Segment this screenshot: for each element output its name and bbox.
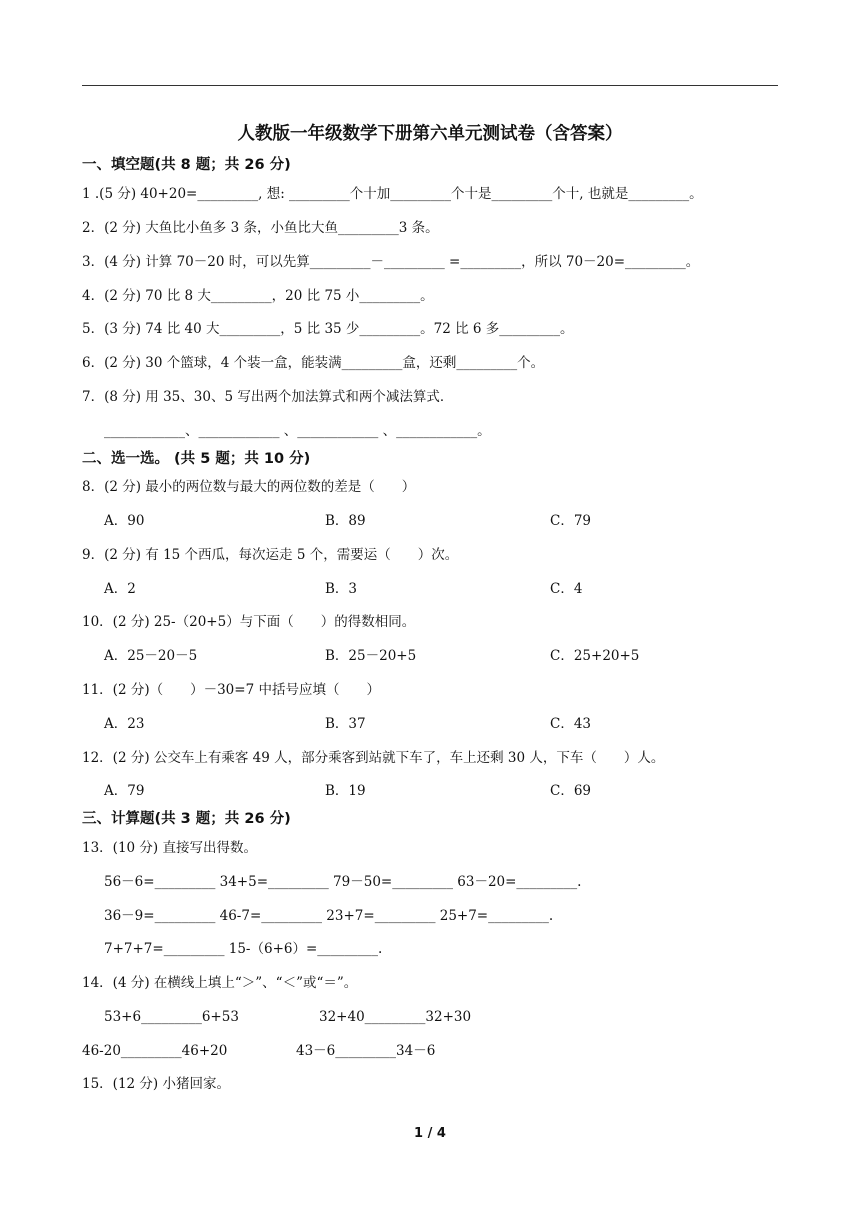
question-8: 8．(2 分) 最小的两位数与最大的两位数的差是（ ） [82,479,416,495]
section-fill-in: 一、填空题(共 8 题；共 26 分) [82,157,291,173]
q9-option-a: A．2 [104,581,136,597]
question-4: 4．(2 分) 70 比 8 大_________，20 比 75 小_________。 [82,288,434,304]
question-1: 1 .(5 分) 40+20=_________, 想: _________个十加_________个十是_________个十, 也就是_________。 [82,186,703,202]
q14-item-a: 53+6_________6+53 [104,1009,239,1025]
question-10: 10．(2 分) 25-（20+5）与下面（ ）的得数相同。 [82,614,416,630]
question-11: 11．(2 分)（ ）－30=7 中括号应填（ ） [82,682,380,698]
question-2: 2．(2 分) 大鱼比小鱼多 3 条，小鱼比大鱼_________3 条。 [82,220,439,236]
q11-option-a: A．23 [104,716,145,732]
q13-line-1: 56－6=_________ 34+5=_________ 79－50=_________ 63－20=_________. [104,874,582,890]
question-15: 15．(12 分) 小猪回家。 [82,1076,230,1092]
q9-option-b: B．3 [325,581,358,597]
q10-option-b: B．25－20+5 [325,648,417,664]
question-9: 9．(2 分) 有 15 个西瓜，每次运走 5 个，需要运（ ）次。 [82,547,459,563]
section-calculation: 三、计算题(共 3 题；共 26 分) [82,811,291,827]
question-12: 12．(2 分) 公交车上有乘客 49 人，部分乘客到站就下车了，车上还剩 30 人，下车（ ）人。 [82,750,665,766]
question-5: 5．(3 分) 74 比 40 大_________，5 比 35 少_________。72 比 6 多_________。 [82,321,574,337]
q14-item-b: 32+40_________32+30 [319,1009,472,1025]
q8-option-c: C．79 [550,513,592,529]
q8-option-a: A．90 [104,513,145,529]
question-13: 13．(10 分) 直接写出得数。 [82,840,257,856]
question-3: 3．(4 分) 计算 70－20 时，可以先算_________－_________ =_________，所以 70－20=_________。 [82,254,700,270]
question-14: 14．(4 分) 在横线上填上“＞”、“＜”或“＝”。 [82,975,358,991]
q13-line-3: 7+7+7=_________ 15-（6+6）=_________. [104,941,383,957]
q12-option-c: C．69 [550,783,592,799]
q8-option-b: B．89 [325,513,366,529]
q9-option-c: C．4 [550,581,583,597]
question-7-blanks: ____________、____________ 、____________ 、____________。 [104,423,491,439]
q14-item-c: 46-20_________46+20 [82,1043,228,1059]
question-7: 7．(8 分) 用 35、30、5 写出两个加法算式和两个减法算式． [82,389,454,405]
header-rule [82,85,778,86]
q10-option-c: C．25+20+5 [550,648,640,664]
q12-option-a: A．79 [104,783,145,799]
q11-option-c: C．43 [550,716,592,732]
q13-line-2: 36－9=_________ 46-7=_________ 23+7=_________ 25+7=_________. [104,908,554,924]
question-6: 6．(2 分) 30 个篮球，4 个装一盒，能装满_________盒，还剩_________个。 [82,355,545,371]
section-multiple-choice: 二、选一选。 (共 5 题；共 10 分) [82,451,311,467]
page-title: 人教版一年级数学下册第六单元测试卷（含答案） [237,124,623,144]
page-number: 1 / 4 [414,1126,446,1141]
q12-option-b: B．19 [325,783,366,799]
q11-option-b: B．37 [325,716,366,732]
q14-item-d: 43－6_________34－6 [296,1043,436,1059]
q10-option-a: A．25－20－5 [104,648,198,664]
